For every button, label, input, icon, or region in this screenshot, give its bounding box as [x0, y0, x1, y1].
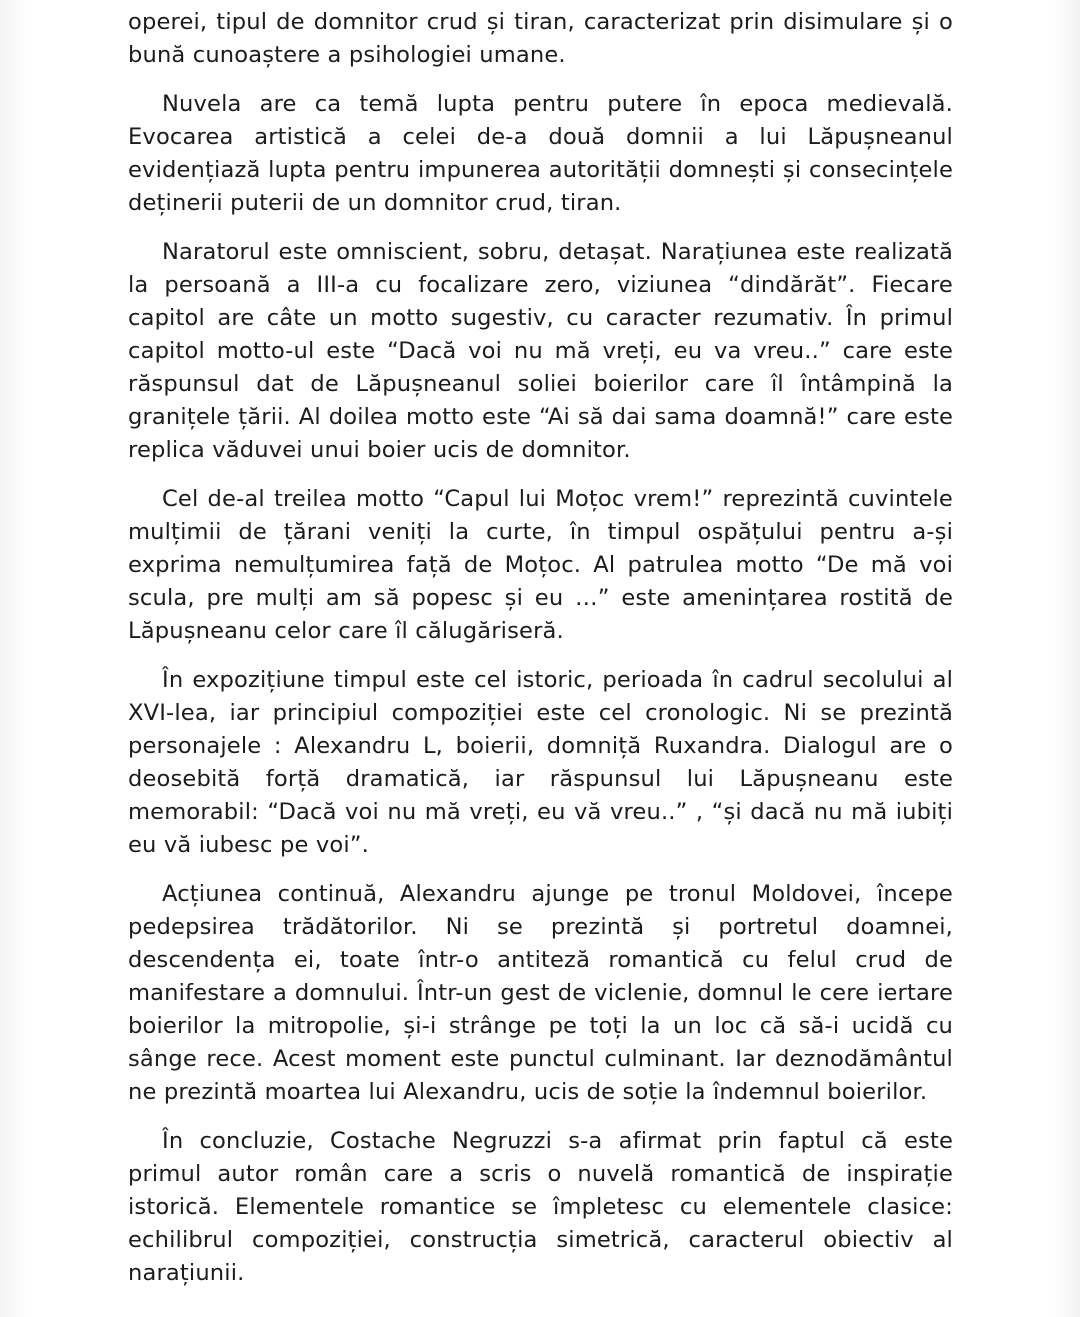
paragraph-4: Cel de-al treilea motto “Capul lui Moțoc vrem!” reprezintă cuvintele mulțimii de țărani veniți la curte, în timpul ospățului pentru a-și exprima nemulțumirea față de Moțoc. Al patrulea motto “De mă voi scula, pre mulți am să popesc și eu …” este amenințarea rostită de Lăpușneanu celor care îl călugăriseră. — [128, 486, 953, 644]
paragraph-2: Nuvela are ca temă lupta pentru putere în epoca medievală. Evocarea artistică a celei de-a două domnii a lui Lăpușneanul evidențiază lupta pentru impunerea autorității domnești și consecințele deținerii puterii de un domnitor crud, tiran. — [128, 91, 953, 216]
paragraph-3: Naratorul este omniscient, sobru, detașat. Narațiunea este realizată la persoană a III-a cu focalizare zero, viziunea “dindărăt”. Fiecare capitol are câte un motto sugestiv, cu caracter rezumativ. În primul capitol motto-ul este “Dacă voi nu mă vreți, eu va vreu..” care este răspunsul dat de Lăpușneanul soliei boierilor care îl întâmpină la granițele țării. Al doilea motto este “Ai să dai sama doamnă!” care este replica văduvei unui boier ucis de domnitor. — [128, 239, 953, 463]
page-edge-left — [0, 0, 28, 1317]
paragraph-6: Acțiunea continuă, Alexandru ajunge pe tronul Moldovei, începe pedepsirea trădătorilor. Ni se prezintă și portretul doamnei, descendența ei, toate într-o antiteză romantică cu felul crud de manifestare a domnului. Într-un gest de viclenie, domnul le cere iertare boierilor la mitropolie, și-i strânge pe toți la un loc că să-i ucidă cu sânge rece. Acest moment este punctul culminant. Iar deznodământul ne prezintă moartea lui Alexandru, ucis de soție la îndemnul boierilor. — [128, 881, 953, 1105]
page-edge-right — [1052, 0, 1080, 1317]
document-body — [128, 6, 953, 1306]
paragraph-7: În concluzie, Costache Negruzzi s-a afirmat prin faptul că este primul autor român care a scris o nuvelă romantică de inspirație istorică. Elementele romantice se împletesc cu elementele clasice: echilibrul compoziției, construcția simetrică, caracterul obiectiv al narațiunii. — [128, 1128, 953, 1286]
paragraph-1: operei, tipul de domnitor crud și tiran, caracterizat prin disimulare și o bună cunoaștere a psihologiei umane. — [128, 9, 953, 68]
paragraph-5: În expozițiune timpul este cel istoric, perioada în cadrul secolului al XVI-lea, iar principiul compoziției este cel cronologic. Ni se prezintă personajele : Alexandru L, boierii, domniță Ruxandra. Dialogul are o deosebită forță dramatică, iar răspunsul lui Lăpușneanu este memorabil: “Dacă voi nu mă vreți, eu vă vreu..” , “și dacă nu mă iubiți eu vă iubesc pe voi”. — [128, 667, 953, 858]
